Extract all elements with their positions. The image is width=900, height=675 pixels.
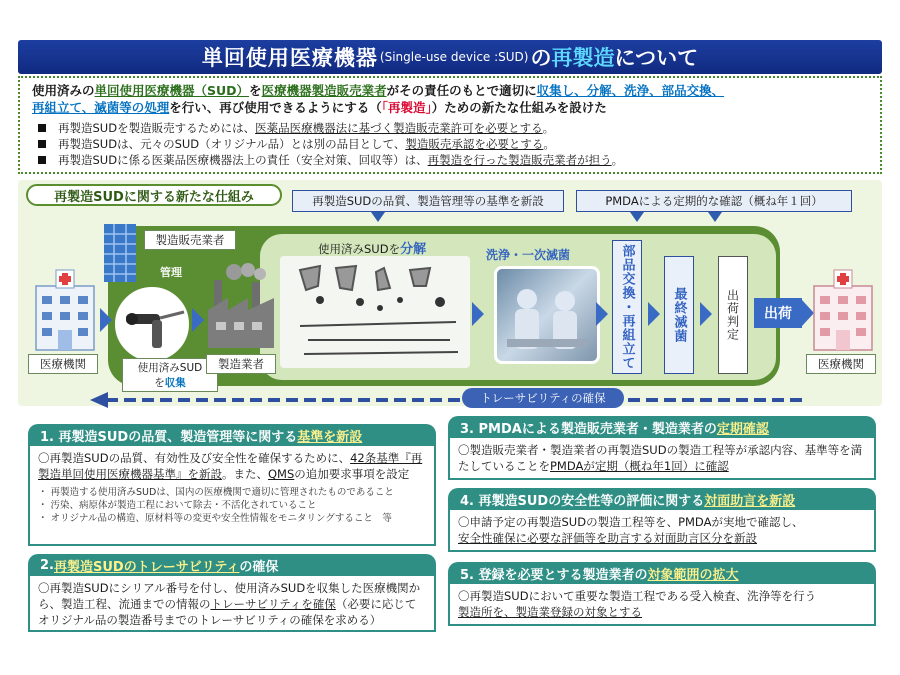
disassembled-parts-image [280, 256, 470, 368]
bullet-item: 再製造SUDに係る医薬品医療機器法上の責任（安全対策、回収等）は、再製造を行った製造販売業者が担う。 [32, 152, 868, 168]
arrow-down-icon [371, 212, 385, 222]
office-building-icon [100, 222, 140, 284]
final-sterilization-step: 最終滅菌 [664, 256, 694, 374]
used-device-icon [112, 284, 192, 364]
traceability-label: トレーサビリティの確保 [462, 388, 624, 408]
shipping-judgment-step: 出荷判定 [718, 256, 748, 374]
bullet-item: 再製造SUDは、元々のSUD（オリジナル品）とは別の品目として、製造販売承認を必要とする。 [32, 136, 868, 152]
intro-text: 再組立て、滅菌等の処理 [32, 100, 170, 115]
arrow-right-icon [648, 302, 660, 326]
hospital-icon [30, 268, 100, 352]
hospital-icon [808, 268, 878, 352]
section-1-notes [38, 486, 426, 525]
mechanism-label: 再製造SUDに関する新たな仕組み [26, 184, 282, 206]
arrow-down-icon [708, 212, 722, 222]
cleaning-title: 洗浄・一次滅菌 [486, 248, 571, 262]
title-part3: の [530, 46, 552, 70]
section-1-header: 1. 再製造SUDの品質、製造管理等に関する 基準を新設 [28, 424, 436, 446]
section-2-header: 2. 再製造SUDのトレーサビリティ の確保 [28, 554, 436, 576]
section-2-body: 〇再製造SUDにシリアル番号を付し、使用済みSUDを収集した医療機関から、製造工程、流通までの情報のトレーサビリティを確保（必要に応じてオリジナル品の製造番号までのトレーサビリティの確保を求める） [28, 574, 436, 632]
note-item: ・ オリジナル品の構造、原材料等の変更や安全性情報をモニタリングすること 等 [38, 513, 392, 524]
factory-icon [204, 262, 278, 350]
section-1-text: 〇再製造SUDの品質、有効性及び安全性を確保するために、42条基準『再製造単回使用医療機器基準』を新設。また、QMSの追加要求事項を設定 [38, 451, 423, 481]
intro-text: を行い、再び使用できるようにする（ [169, 100, 382, 115]
intro-text: 使用済みの [32, 83, 95, 98]
intro-text: ）ための新たな仕組みを設けた [431, 100, 607, 115]
arrow-right-icon [596, 302, 608, 326]
parts-replacement-step: 部品交換・再組立て [612, 240, 642, 374]
section-4-header: 4. 再製造SUDの安全性等の評価に関する 対面助言を新設 [448, 488, 876, 510]
arrow-right-icon [472, 302, 484, 326]
intro-text: を [249, 83, 262, 98]
arrow-right-icon [192, 308, 204, 332]
shipping-arrow: 出荷 [754, 298, 802, 328]
arrow-right-icon [100, 308, 112, 332]
intro-lead [32, 82, 868, 116]
cleaning-room-image [494, 266, 600, 364]
section-3-body: 〇製造販売業者・製造業者の再製造SUDの製造工程等が承認内容、基準等を満たしていることをPMDAが定期（概ね年1回）に確認 [448, 436, 876, 480]
intro-text: 「再製造」 [381, 100, 432, 115]
bullet-item: 再製造SUDを製造販売するためには、医薬品医療機器法に基づく製造販売業許可を必要とする。 [32, 120, 868, 136]
intro-bullets [32, 120, 868, 168]
disassembly-title: 使用済みSUDを分解 [318, 242, 427, 257]
intro-box [18, 76, 882, 174]
note-item: ・ 再製造する使用済みSUDは、国内の医療機関で適切に管理されたものであること [38, 487, 394, 498]
arrow-right-icon [700, 302, 712, 326]
intro-text: 収集し、分解、洗浄、部品交換、 [536, 83, 725, 98]
intro-text: 医療機器製造販売業者 [261, 83, 387, 98]
intro-text: 単回使用医療機器（SUD） [94, 83, 250, 98]
hospital-label-left: 医療機関 [28, 354, 98, 374]
hospital-label-right: 医療機関 [806, 354, 876, 374]
intro-text: がその責任のもとで適切に [386, 83, 537, 98]
title-part5: について [614, 46, 699, 70]
section-3-header: 3. PMDAによる製造販売業者・製造業者の 定期確認 [448, 416, 876, 438]
standards-box: 再製造SUDの品質、製造管理等の基準を新設 [292, 190, 564, 212]
section-1-body [28, 444, 436, 546]
note-item: ・ 汚染、病原体が製造工程において除去・不活化されていること [38, 500, 317, 511]
title-part4: 再製造 [551, 46, 615, 70]
page-title [18, 40, 882, 74]
title-part2: (Single-use device :SUD) [379, 50, 529, 64]
manufacturer-label: 製造業者 [206, 354, 276, 374]
title-part1: 単回使用医療機器 [201, 46, 378, 70]
traceability-arrow [90, 392, 810, 408]
manufacturer-distributor-label: 製造販売業者 [144, 230, 236, 250]
management-label: 管理 [160, 266, 182, 279]
section-4-body: 〇申請予定の再製造SUDの製造工程等を、PMDAが実地で確認し、 安全性確保に必要な評価等を助言する対面助言区分を新設 [448, 508, 876, 552]
collect-label: 使用済みSUD を収集 [122, 358, 218, 392]
arrow-down-icon [630, 212, 644, 222]
section-5-header: 5. 登録を必要とする製造業者の 対象範囲の拡大 [448, 562, 876, 584]
pmda-check-box: PMDAによる定期的な確認（概ね年１回） [576, 190, 852, 212]
section-5-body: 〇再製造SUDにおいて重要な製造工程である受入検査、洗浄等を行う 製造所を、製造業登録の対象とする [448, 582, 876, 626]
